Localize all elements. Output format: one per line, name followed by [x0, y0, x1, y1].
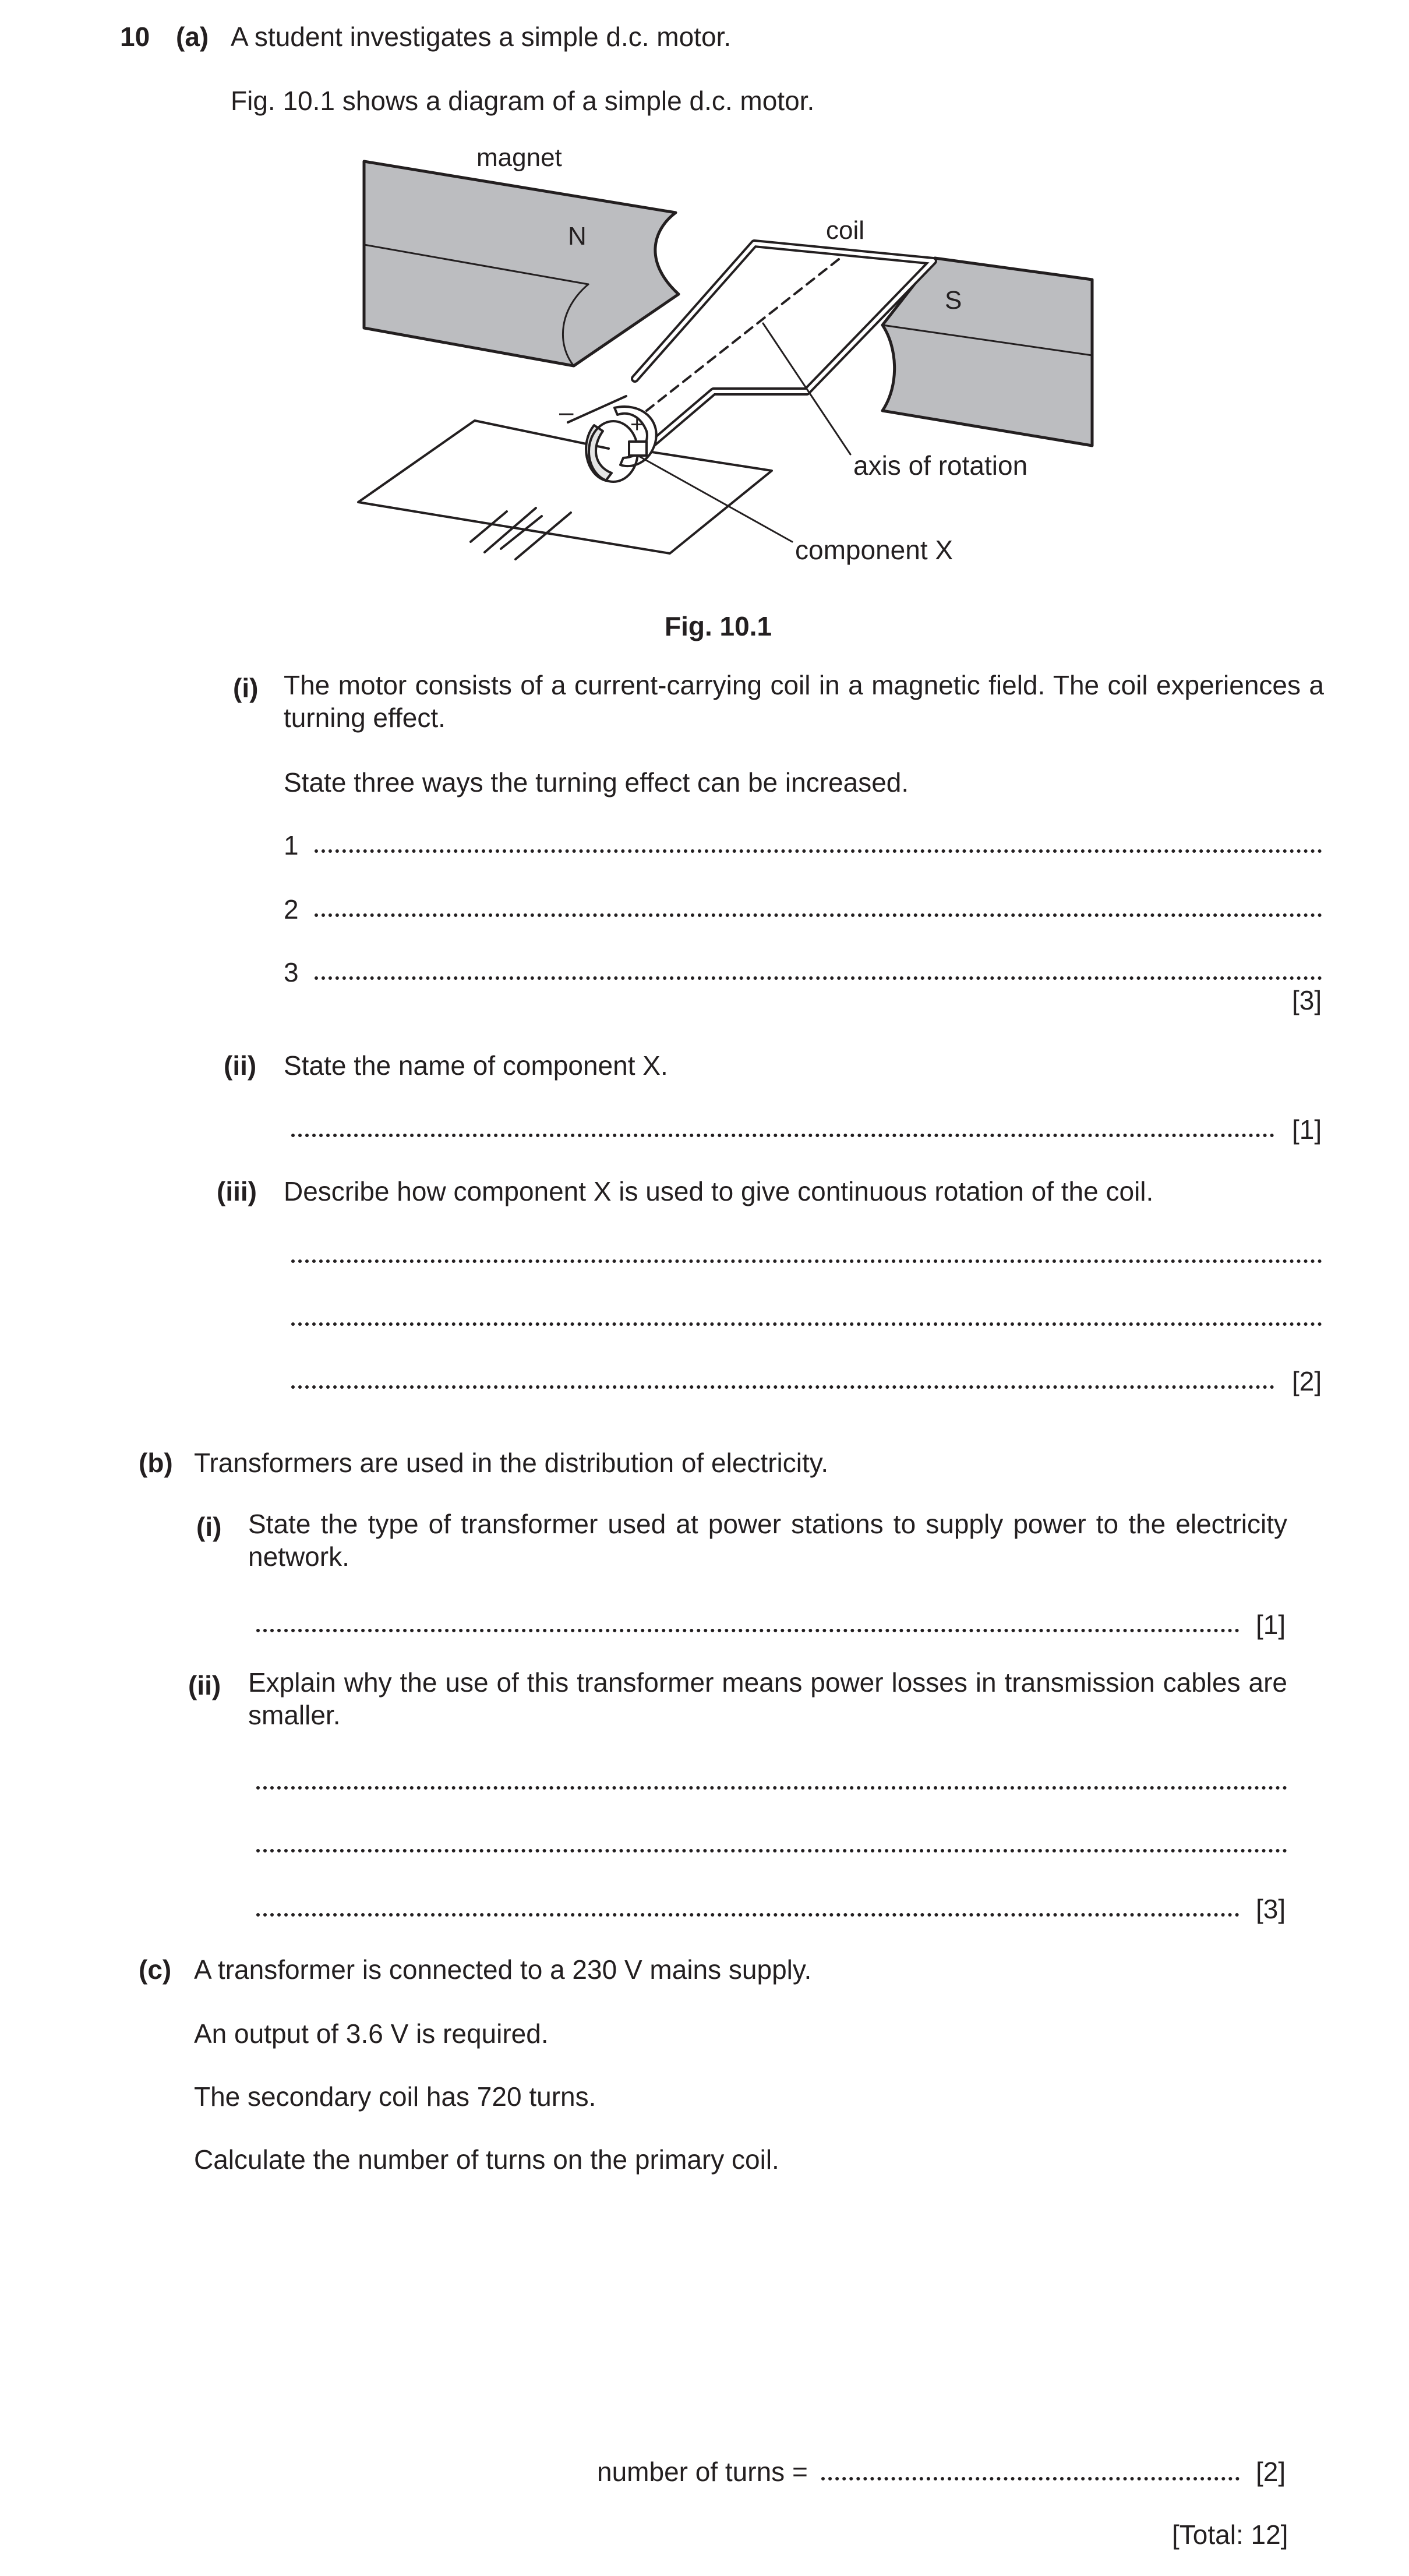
marks-a-ii: [1]	[1292, 1114, 1322, 1145]
label-axis: axis of rotation	[853, 450, 1028, 481]
marks-c: [2]	[1256, 2457, 1286, 2487]
answer-number-2: 2	[284, 894, 299, 924]
figure-caption: Fig. 10.1	[665, 611, 772, 641]
total-marks: [Total: 12]	[1172, 2519, 1288, 2550]
part-c-line-1: A transformer is connected to a 230 V mains supply.	[194, 1954, 812, 1985]
part-c-line-4: Calculate the number of turns on the primary coil.	[194, 2144, 779, 2175]
marks-a-i: [3]	[1292, 985, 1322, 1015]
part-b-i-text: State the type of transformer used at power stations to supply power to the electricity network.	[248, 1509, 1287, 1572]
answer-line-a-iii-1[interactable]	[291, 1259, 1322, 1263]
answer-number-3: 3	[284, 957, 299, 987]
motor-diagram	[0, 0, 1409, 641]
part-b-ii-text: Explain why the use of this transformer means power losses in transmission cables are smaller.	[248, 1667, 1287, 1730]
part-a-label: (a)	[176, 22, 209, 52]
answer-line-a-i-2[interactable]	[315, 913, 1322, 917]
part-b-label: (b)	[139, 1448, 173, 1478]
part-a-ii-label: (ii)	[224, 1050, 257, 1081]
label-plus: +	[630, 412, 644, 437]
part-a-ii-text: State the name of component X.	[284, 1050, 668, 1081]
component-x-leader	[638, 456, 792, 542]
answer-number-1: 1	[284, 830, 299, 860]
part-a-i-prompt: State three ways the turning effect can be increased.	[284, 767, 909, 797]
question-number: 10	[120, 22, 150, 52]
label-minus: –	[559, 398, 574, 426]
answer-line-b-i[interactable]	[256, 1629, 1240, 1632]
part-a-intro: A student investigates a simple d.c. motor.	[231, 22, 732, 52]
part-c-label: (c)	[139, 1954, 172, 1985]
answer-line-b-ii-3[interactable]	[256, 1913, 1240, 1917]
answer-line-a-iii-2[interactable]	[291, 1322, 1322, 1326]
marks-a-iii: [2]	[1292, 1366, 1322, 1396]
answer-line-a-i-3[interactable]	[315, 976, 1322, 980]
part-b-ii-label: (ii)	[188, 1670, 221, 1700]
answer-line-b-ii-2[interactable]	[256, 1849, 1287, 1852]
label-component-x: component X	[795, 535, 954, 565]
label-north: N	[568, 222, 587, 250]
circuit-loop	[358, 421, 772, 553]
part-a-iii-label: (iii)	[217, 1176, 257, 1206]
coil-outer	[635, 244, 933, 449]
north-magnet	[364, 161, 679, 366]
marks-b-ii: [3]	[1256, 1894, 1286, 1924]
part-a-iii-text: Describe how component X is used to give continuous rotation of the coil.	[284, 1176, 1154, 1206]
component-x	[629, 442, 647, 456]
part-c-line-2: An output of 3.6 V is required.	[194, 2019, 549, 2049]
part-b-intro: Transformers are used in the distribution of electricity.	[194, 1448, 829, 1478]
label-south: S	[945, 286, 962, 315]
answer-line-b-ii-1[interactable]	[256, 1786, 1287, 1790]
label-magnet: magnet	[476, 143, 562, 172]
answer-line-a-i-1[interactable]	[315, 849, 1322, 853]
answer-line-a-iii-3[interactable]	[291, 1385, 1274, 1389]
figure-intro: Fig. 10.1 shows a diagram of a simple d.c. motor.	[231, 86, 815, 116]
part-c-line-3: The secondary coil has 720 turns.	[194, 2081, 596, 2112]
answer-line-c[interactable]	[821, 2477, 1240, 2480]
part-a-i-label: (i)	[233, 673, 259, 703]
part-b-i-label: (i)	[196, 1512, 222, 1542]
answer-line-a-ii[interactable]	[291, 1134, 1274, 1137]
part-a-i-text: The motor consists of a current-carrying coil in a magnetic field. The coil experiences a turning effect.	[284, 670, 1324, 733]
marks-b-i: [1]	[1256, 1610, 1286, 1640]
answer-label-number-of-turns: number of turns =	[597, 2457, 808, 2487]
label-coil: coil	[826, 216, 865, 245]
